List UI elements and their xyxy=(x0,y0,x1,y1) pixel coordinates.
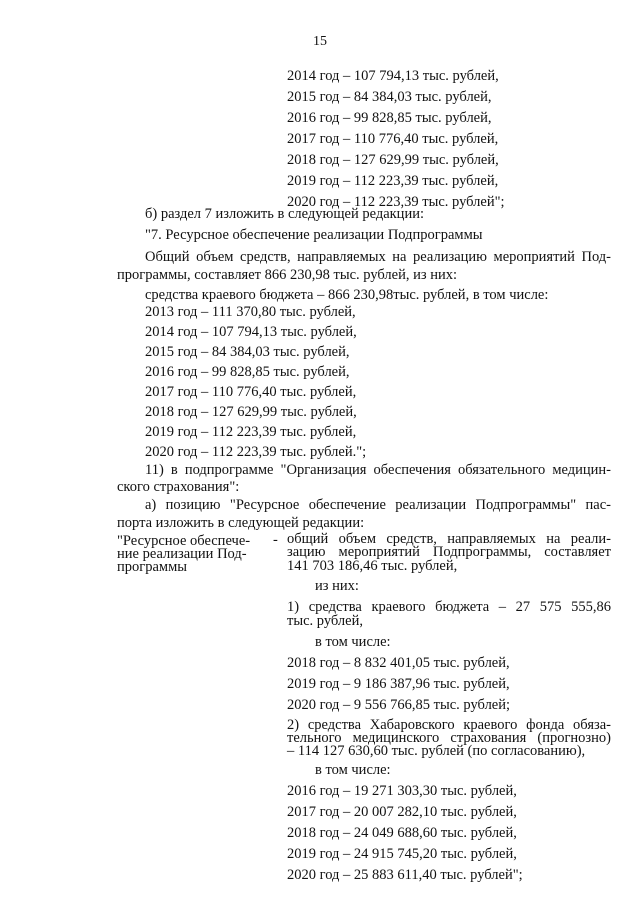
list-item: 2018 год – 127 629,99 тыс. рублей, xyxy=(145,404,357,420)
page-number: 15 xyxy=(313,34,327,49)
list-item: 2018 год – 127 629,99 тыс. рублей, xyxy=(287,152,499,168)
list-item: 2019 год – 24 915 745,20 тыс. рублей, xyxy=(287,846,517,862)
passport-label-line: программы xyxy=(117,559,187,575)
list-item: 2016 год – 19 271 303,30 тыс. рублей, xyxy=(287,783,517,799)
passport-label-line: "Ресурсное обеспече- xyxy=(117,533,251,549)
item-a-line-1: а) позицию "Ресурсное обеспечение реализации Подпрограммы" пас- xyxy=(145,497,611,513)
passport-total-line: зацию мероприятий Подпрограммы, составляет xyxy=(287,544,611,560)
list-item: 2020 год – 9 556 766,85 тыс. рублей; xyxy=(287,697,511,713)
passport-total-line: 141 703 186,46 тыс. рублей, xyxy=(287,558,458,574)
list-item: 2016 год – 99 828,85 тыс. рублей, xyxy=(145,364,350,380)
list-item: 2015 год – 84 384,03 тыс. рублей, xyxy=(145,344,350,360)
passport-fund-line: 2) средства Хабаровского краевого фонда обяза- xyxy=(287,717,611,733)
general-paragraph-line-2: программы, составляет 866 230,98 тыс. рублей, из них: xyxy=(117,267,457,283)
passport-regional-line: тыс. рублей, xyxy=(287,613,363,629)
list-item: 2014 год – 107 794,13 тыс. рублей, xyxy=(145,324,357,340)
list-item: 2014 год – 107 794,13 тыс. рублей, xyxy=(287,68,499,84)
list-item: 2020 год – 112 223,39 тыс. рублей"; xyxy=(287,194,505,210)
list-item: 2017 год – 110 776,40 тыс. рублей, xyxy=(287,131,499,147)
section-7-title: "7. Ресурсное обеспечение реализации Подпрограммы xyxy=(145,227,483,243)
passport-fund-line: – 114 127 630,60 тыс. рублей (по согласованию), xyxy=(287,743,586,759)
list-item: 2019 год – 112 223,39 тыс. рублей, xyxy=(287,173,499,189)
passport-including: в том числе: xyxy=(315,634,391,650)
list-item: 2019 год – 9 186 387,96 тыс. рублей, xyxy=(287,676,510,692)
passport-total-line: общий объем средств, направляемых на реали- xyxy=(287,531,611,547)
item-11-line-1: 11) в подпрограмме "Организация обеспечения обязательного медицин- xyxy=(145,462,611,478)
passport-fund-line: тельного медицинского страхования (прогнозно) xyxy=(287,730,611,746)
passport-regional-line: 1) средства краевого бюджета – 27 575 555,86 xyxy=(287,599,611,615)
list-item: 2018 год – 24 049 688,60 тыс. рублей, xyxy=(287,825,517,841)
list-item: 2017 год – 110 776,40 тыс. рублей, xyxy=(145,384,357,400)
list-item: 2019 год – 112 223,39 тыс. рублей, xyxy=(145,424,357,440)
list-item: 2015 год – 84 384,03 тыс. рублей, xyxy=(287,89,492,105)
item-a-line-2: порта изложить в следующей редакции: xyxy=(117,515,365,531)
item-11-line-2: ского страхования": xyxy=(117,479,240,495)
passport-label-line: ние реализации Под- xyxy=(117,546,247,562)
list-item: 2017 год – 20 007 282,10 тыс. рублей, xyxy=(287,804,517,820)
regional-budget-text: средства краевого бюджета – 866 230,98тыс. рублей, в том числе: xyxy=(145,287,549,303)
list-item: 2013 год – 111 370,80 тыс. рублей, xyxy=(145,304,356,320)
passport-including: в том числе: xyxy=(315,762,391,778)
general-paragraph-line-1: Общий объем средств, направляемых на реализацию мероприятий Под- xyxy=(145,249,611,265)
passport-of-them: из них: xyxy=(315,578,359,594)
list-item: 2020 год – 25 883 611,40 тыс. рублей"; xyxy=(287,867,523,883)
list-item: 2020 год – 112 223,39 тыс. рублей."; xyxy=(145,444,367,460)
section-b-text: б) раздел 7 изложить в следующей редакции: xyxy=(145,206,424,222)
list-item: 2018 год – 8 832 401,05 тыс. рублей, xyxy=(287,655,510,671)
passport-dash: - xyxy=(273,532,278,548)
list-item: 2016 год – 99 828,85 тыс. рублей, xyxy=(287,110,492,126)
